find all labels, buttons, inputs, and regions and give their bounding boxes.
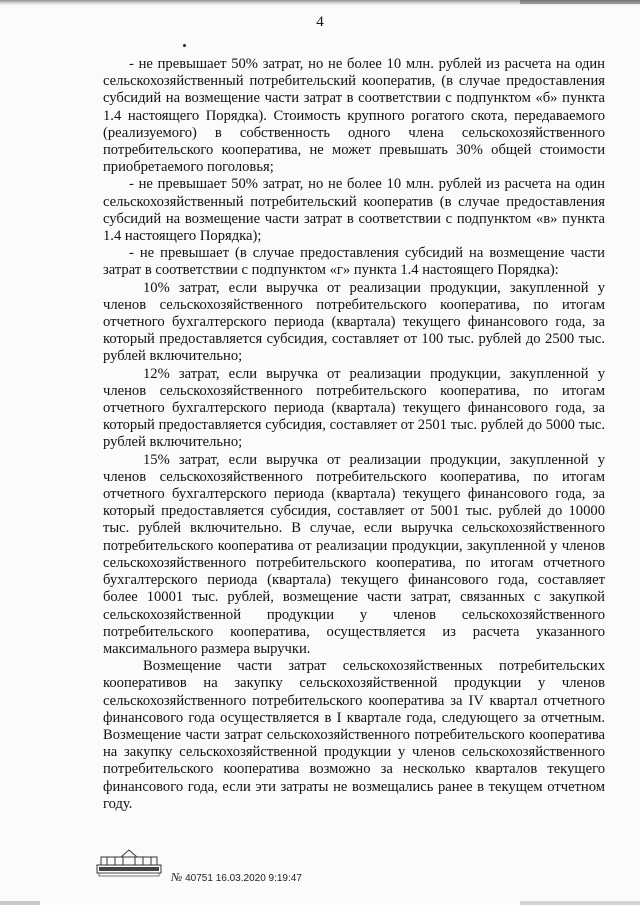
scan-top-edge-mark	[520, 0, 640, 4]
paragraph-limit-b: - не превышает 50% затрат, но не более 10 млн. рублей из расчета на один сельскохозяйственный потребительский кооператив, (в случае предоставления субсидий на возмещение части затрат в соответствии с подпунктом «б» пункта 1.4 настоящего Порядка). Стоимость крупного рогатого скота, передаваемого (реализуемого) в собственность одного члена сельскохозяйственного потребительского кооператива, не может превышать 30% общей стоимости приобретаемого поголовья;	[103, 56, 605, 176]
paragraph-limit-g: - не превышает (в случае предоставления субсидий на возмещение части затрат в соответствии с подпунктом «г» пункта 1.4 настоящего Порядка):	[103, 245, 605, 279]
number-sign: №	[171, 870, 183, 884]
scan-bottom-edge	[0, 901, 640, 905]
scan-dot	[183, 44, 186, 47]
document-body	[103, 56, 605, 813]
paragraph-rate-12: 12% затрат, если выручка от реализации продукции, закупленной у членов сельскохозяйственного потребительского кооператива, по итогам отчетного бухгалтерского периода (квартала) текущего финансового года, за который предоставляется субсидия, составляет от 2501 тыс. рублей до 5000 тыс. рублей включительно;	[103, 365, 605, 451]
document-timestamp: 16.03.2020 9:19:47	[215, 873, 302, 884]
page-number: 4	[316, 14, 324, 30]
paragraph-limit-v: - не превышает 50% затрат, но не более 10 млн. рублей из расчета на один сельскохозяйственный потребительский кооператив (в случае предоставления субсидий на возмещение части затрат в соответствии с подпунктом «в» пункта 1.4 настоящего Порядка);	[103, 176, 605, 245]
document-number: 40751	[185, 873, 213, 884]
paragraph-q4-reimbursement: Возмещение части затрат сельскохозяйственных потребительских кооперативов на закупку сельскохозяйственной продукции у членов сельскохозяйственного потребительского кооператива за IV квартал отчетного финансового года осуществляется в I квартале года, следующего за отчетным. Возмещение части затрат сельскохозяйственного потребительского кооператива на закупку сельскохозяйственной продукции у членов сельскохозяйственного потребительского кооператива возможно за несколько кварталов текущего финансового года, если эти затраты не возмещались ранее в текущем отчетном году.	[103, 658, 605, 812]
paragraph-rate-15: 15% затрат, если выручка от реализации продукции, закупленной у членов сельскохозяйственного потребительского кооператива, по итогам отчетного бухгалтерского периода (квартала) текущего финансового года, за который предоставляется субсидия, составляет от 5001 тыс. рублей до 10000 тыс. рублей включительно. В случае, если выручка сельскохозяйственного потребительского кооператива от реализации продукции, закупленной у членов сельскохозяйственного потребительского кооператива, по итогам отчетного бухгалтерского периода (квартала) текущего финансового года, составляет более 10001 тыс. рублей, возмещение части затрат, связанных с закупкой сельскохозяйственной продукции у членов сельскохозяйственного потребительского кооператива, осуществляется из расчета указанного максимального размера выручки.	[103, 451, 605, 657]
document-stamp	[171, 870, 302, 885]
footer	[95, 848, 515, 888]
paragraph-rate-10: 10% затрат, если выручка от реализации продукции, закупленной у членов сельскохозяйственного потребительского кооператива, по итогам отчетного бухгалтерского периода (квартала) текущего финансового года, за который предоставляется субсидия, составляет от 100 тыс. рублей до 2500 тыс. рублей включительно;	[103, 279, 605, 365]
building-stamp-icon	[95, 848, 163, 878]
